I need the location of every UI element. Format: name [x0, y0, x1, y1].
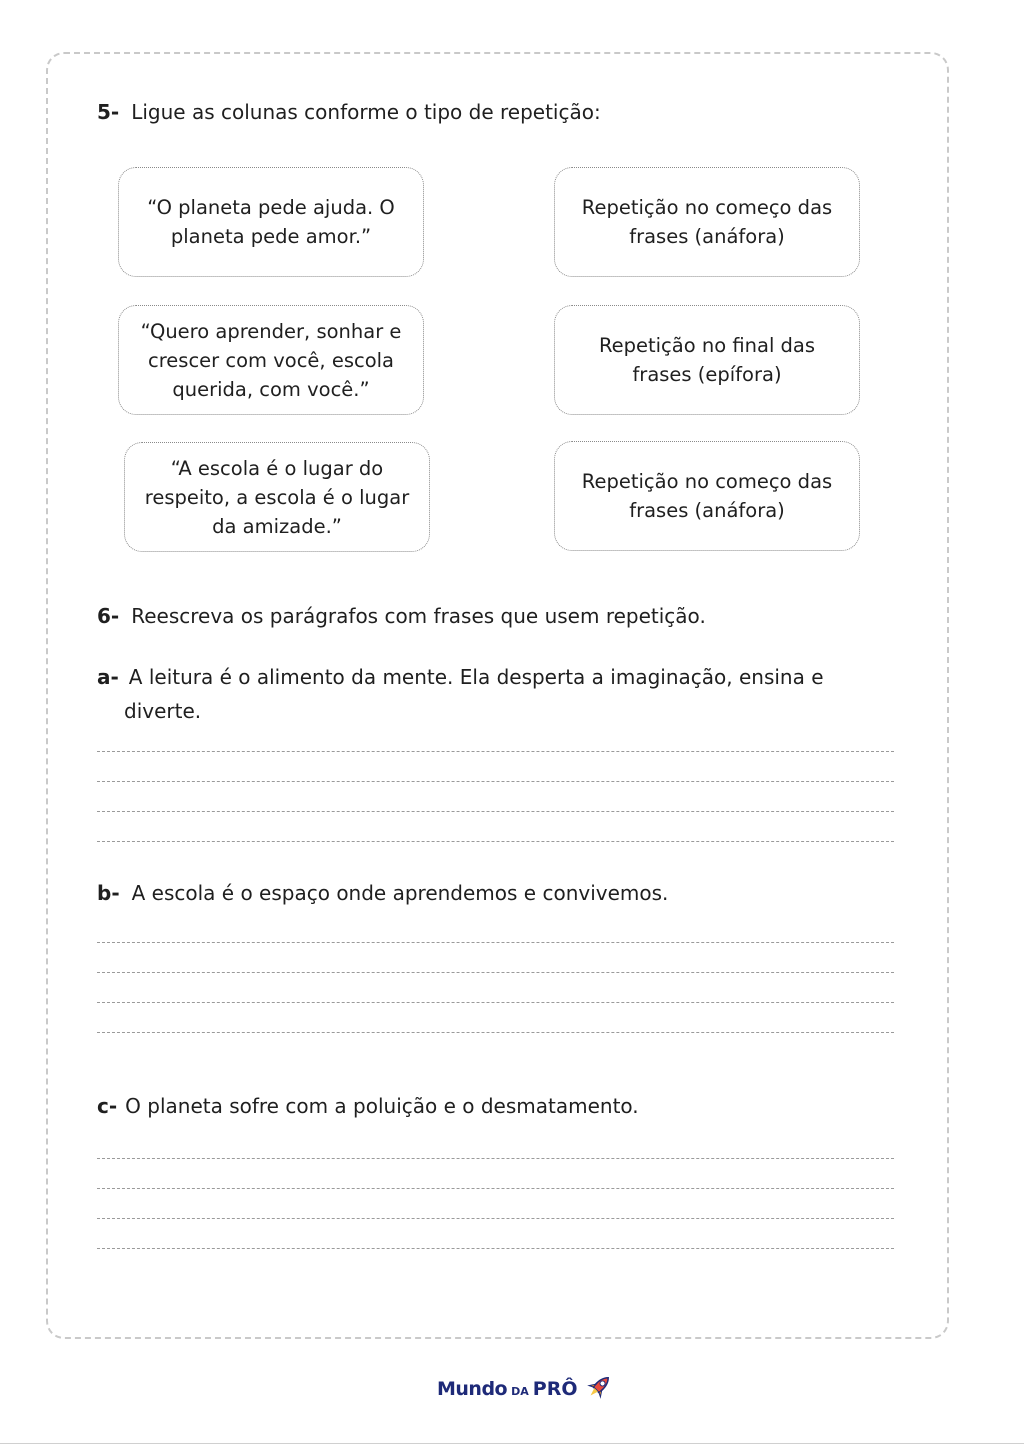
- left-box-2: [118, 305, 424, 415]
- question-prompt: Reescreva os parágrafos com frases que usem repetição.: [131, 604, 706, 628]
- logo-word: Mundo: [437, 1378, 508, 1400]
- item-c: [97, 1089, 639, 1123]
- writing-line[interactable]: [97, 972, 894, 973]
- right-box-text: Repetição no começo das frases (anáfora): [581, 470, 833, 522]
- writing-line[interactable]: [97, 1032, 894, 1033]
- question-prompt: Ligue as colunas conforme o tipo de repetição:: [131, 100, 601, 124]
- left-box-1: [118, 167, 424, 277]
- writing-line[interactable]: [97, 1218, 894, 1219]
- left-box-text: “Quero aprender, sonhar e crescer com você, escola querida, com você.”: [140, 319, 402, 401]
- item-letter: c-: [97, 1094, 118, 1118]
- rocket-icon: [584, 1372, 614, 1406]
- writing-line[interactable]: [97, 781, 894, 782]
- logo-word: PRÔ: [532, 1378, 578, 1400]
- brand-logo: [437, 1372, 614, 1406]
- question-5: [97, 95, 601, 129]
- left-box-text: “A escola é o lugar do respeito, a escola é o lugar da amizade.”: [144, 456, 410, 538]
- writing-line[interactable]: [97, 751, 894, 752]
- item-text-line2: diverte.: [124, 699, 202, 723]
- item-text-line1: A leitura é o alimento da mente. Ela desperta a imaginação, ensina e: [128, 665, 824, 689]
- question-number: 5-: [97, 100, 120, 124]
- question-number: 6-: [97, 604, 120, 628]
- logo-word: DA: [511, 1384, 529, 1398]
- right-box-text: Repetição no começo das frases (anáfora): [581, 196, 833, 248]
- writing-line[interactable]: [97, 841, 894, 842]
- writing-line[interactable]: [97, 811, 894, 812]
- writing-line[interactable]: [97, 1188, 894, 1189]
- writing-line[interactable]: [97, 1158, 894, 1159]
- right-box-1: [554, 167, 860, 277]
- item-a: [97, 660, 897, 728]
- question-6: [97, 599, 706, 633]
- right-box-3: [554, 441, 860, 551]
- left-box-text: “O planeta pede ajuda. O planeta pede amor.”: [147, 196, 395, 248]
- item-text: O planeta sofre com a poluição e o desmatamento.: [125, 1094, 639, 1118]
- writing-line[interactable]: [97, 942, 894, 943]
- item-letter: a-: [97, 665, 119, 689]
- item-b: [97, 876, 668, 910]
- right-box-2: [554, 305, 860, 415]
- bottom-rule: [0, 1443, 1024, 1444]
- item-text: A escola é o espaço onde aprendemos e convivemos.: [131, 881, 669, 905]
- writing-line[interactable]: [97, 1002, 894, 1003]
- left-box-3: [124, 442, 430, 552]
- item-letter: b-: [97, 881, 120, 905]
- writing-line[interactable]: [97, 1248, 894, 1249]
- right-box-text: Repetição no final das frases (epífora): [598, 334, 816, 386]
